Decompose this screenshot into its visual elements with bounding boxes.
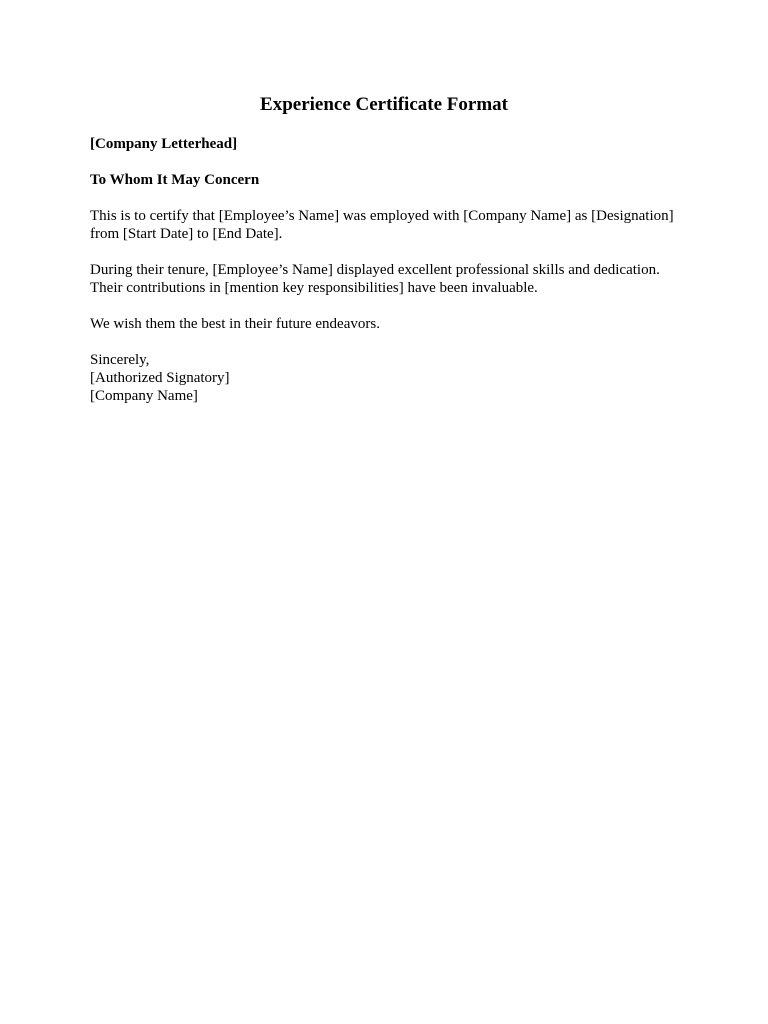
salutation: To Whom It May Concern <box>90 172 260 188</box>
document-body <box>90 135 690 405</box>
company-letterhead: [Company Letterhead] <box>90 136 238 152</box>
closing-company-name: [Company Name] <box>90 388 198 404</box>
paragraph-line: This is to certify that [Employee’s Name] was employed with [Company Name] as [Designation] <box>90 208 674 224</box>
spacer <box>90 243 690 261</box>
paragraph-line: During their tenure, [Employee’s Name] displayed excellent professional skills and dedication. <box>90 262 660 278</box>
spacer <box>90 297 690 315</box>
sign-off: Sincerely, <box>90 352 150 368</box>
certification-paragraph <box>90 207 690 243</box>
authorized-signatory: [Authorized Signatory] <box>90 370 230 386</box>
closing-block <box>90 351 690 405</box>
tenure-paragraph <box>90 261 690 297</box>
document-title: Experience Certificate Format <box>260 94 508 115</box>
wishes-paragraph: We wish them the best in their future endeavors. <box>90 316 380 332</box>
paragraph-line: Their contributions in [mention key responsibilities] have been invaluable. <box>90 280 538 296</box>
spacer <box>90 189 690 207</box>
spacer <box>90 153 690 171</box>
spacer <box>90 333 690 351</box>
paragraph-line: from [Start Date] to [End Date]. <box>90 226 283 242</box>
